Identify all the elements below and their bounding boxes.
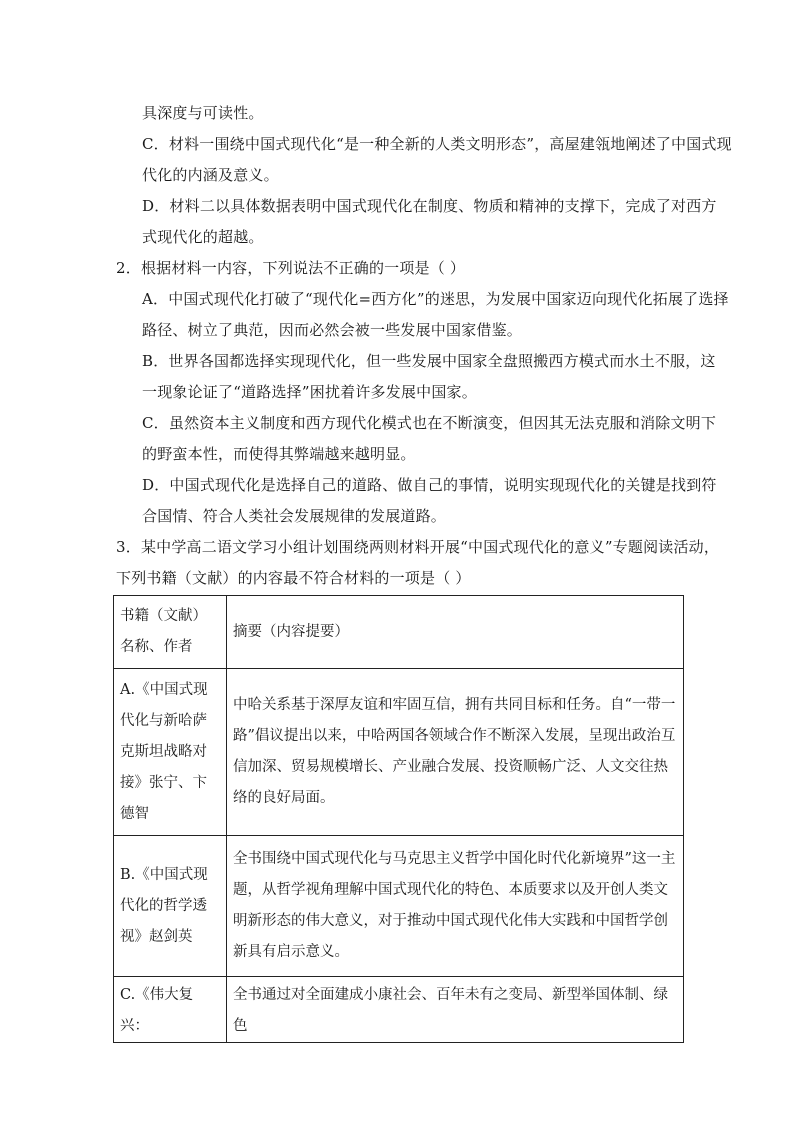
table-cell-book: A.《中国式现代化与新哈萨克斯坦战略对接》张宁、卞德智	[114, 669, 227, 836]
q2-option-d-line2: 合国情、符合人类社会发展规律的发展道路。	[142, 507, 447, 525]
book-table	[113, 595, 684, 1043]
q2-option-d-line1: D．中国式现代化是选择自己的道路、做自己的事情，说明实现现代化的关键是找到符	[142, 476, 717, 494]
q1-option-d-line2: 式现代化的超越。	[142, 228, 264, 246]
table-cell-summary: 全书围绕中国式现代化与马克思主义哲学中国化时代化新境界”这一主题，从哲学视角理解中国式现代化的特色、本质要求以及开创人类文明新形态的伟大意义，对于推动中国式现代化伟大实践和中国哲学创新具有启示意义。	[227, 836, 684, 977]
table-row	[114, 836, 684, 977]
q2-option-a-line2: 路径、树立了典范，因而必然会被一些发展中国家借鉴。	[142, 321, 523, 339]
table-row	[114, 669, 684, 836]
q2-option-b-line1: B．世界各国都选择实现现代化，但一些发展中国家全盘照搬西方模式而水土不服，这	[142, 352, 716, 370]
q2-stem: 2．根据材料一内容，下列说法不正确的一项是（ ）	[116, 259, 466, 277]
q1-option-d-line1: D．材料二以具体数据表明中国式现代化在制度、物质和精神的支撑下，完成了对西方	[142, 197, 717, 215]
q1-option-b-continuation: 具深度与可读性。	[142, 104, 264, 122]
q1-option-c-line1: C．材料一围绕中国式现代化“是一种全新的人类文明形态”，高屋建瓴地阐述了中国式现	[142, 135, 732, 153]
q2-option-a-line1: A．中国式现代化打破了“现代化=西方化”的迷思，为发展中国家迈向现代化拓展了选择	[142, 290, 729, 308]
table-cell-book: B.《中国式现代化的哲学透视》赵剑英	[114, 836, 227, 977]
q2-option-c-line2: 的野蛮本性，而使得其弊端越来越明显。	[142, 445, 416, 463]
table-cell-summary: 中哈关系基于深厚友谊和牢固互信，拥有共同目标和任务。自“一带一路”倡议提出以来，中哈两国各领域合作不断深入发展，呈现出政治互信加深、贸易规模增长、产业融合发展、投资顺畅广泛、人文交往热络的良好局面。	[227, 669, 684, 836]
table-row	[114, 977, 684, 1043]
table-cell-summary: 全书通过对全面建成小康社会、百年未有之变局、新型举国体制、绿色	[227, 977, 684, 1043]
q2-option-b-line2: 一现象论证了“道路选择”困扰着许多发展中国家。	[142, 383, 477, 401]
table-header-row	[114, 596, 684, 669]
q3-stem-line2: 下列书籍（文献）的内容最不符合材料的一项是（ ）	[116, 569, 471, 587]
table-cell-book: C.《伟大复兴：	[114, 977, 227, 1043]
q3-stem-line1: 3．某中学高二语文学习小组计划围绕两则材料开展“中国式现代化的意义”专题阅读活动，	[116, 538, 720, 556]
table-header-book: 书籍（文献）名称、作者	[114, 596, 227, 669]
q1-option-c-line2: 代化的内涵及意义。	[142, 166, 279, 184]
q2-option-c-line1: C．虽然资本主义制度和西方现代化模式也在不断演变，但因其无法克服和消除文明下	[142, 414, 717, 432]
table-header-summary: 摘要（内容提要）	[227, 596, 684, 669]
